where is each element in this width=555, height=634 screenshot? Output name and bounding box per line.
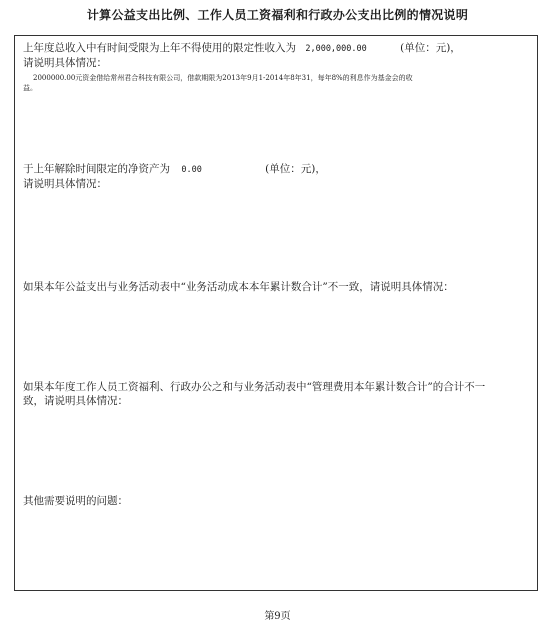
- restricted-income-value: 2,000,000.00: [305, 44, 367, 54]
- restricted-income-label: 上年度总收入中有时间受限为上年不得使用的限定性收入为: [23, 42, 296, 54]
- explanation-form: [14, 35, 538, 591]
- page-number: 第9页: [264, 611, 291, 622]
- public-welfare-mismatch-prompt: 如果本年公益支出与业务活动表中“业务活动成本本年累计数合计”不一致，请说明具体情况：: [23, 281, 454, 293]
- restricted-income-detail-line2: 益。: [23, 84, 37, 92]
- page-title: 计算公益支出比例、工作人员工资福利和行政办公支出比例的情况说明: [86, 8, 469, 22]
- restricted-income-unit: (单位：元)，: [400, 42, 461, 54]
- restricted-income-detail-line1: 2000000.00元资金借给常州君合科技有限公司，借款期限为2013年9月1-2014年8年31，每年8%的利息作为基金会的收: [33, 74, 413, 82]
- other-notes-prompt: 其他需要说明的问题：: [23, 495, 128, 507]
- released-assets-unit: (单位：元)，: [265, 163, 326, 175]
- restricted-income-prompt: 请说明具体情况：: [23, 57, 107, 69]
- released-assets-line: [23, 161, 326, 176]
- admin-expense-mismatch-line2: 致，请说明具体情况：: [23, 395, 128, 407]
- released-assets-value: 0.00: [181, 165, 202, 175]
- restricted-income-detail: [23, 73, 533, 93]
- restricted-income-line: [23, 40, 461, 55]
- released-assets-label: 于上年解除时间限定的净资产为: [23, 163, 170, 175]
- admin-expense-mismatch-line1: 如果本年度工作人员工资福利、行政办公之和与业务活动表中“管理费用本年累计数合计”的合计不一: [23, 381, 486, 393]
- released-assets-prompt: 请说明具体情况：: [23, 178, 107, 190]
